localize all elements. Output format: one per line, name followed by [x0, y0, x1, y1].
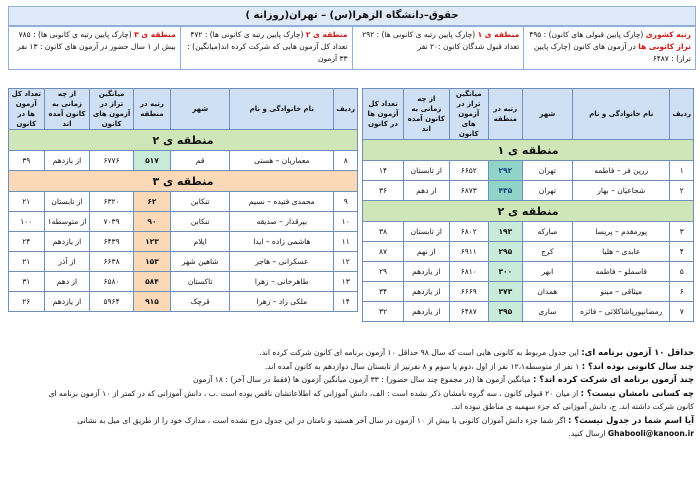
- cell-avg: ۶۸۰۲: [449, 222, 488, 242]
- cell-city: ایلام: [171, 232, 230, 252]
- cell-since: از دهم: [404, 181, 449, 201]
- note-5b-text: ارسال کنید.: [568, 429, 608, 438]
- cell-count: ۲۹: [363, 262, 404, 282]
- cell-count: ۳۲: [363, 302, 404, 322]
- note-5-q: آیا اسم شما در جدول نیست؟ :: [568, 414, 694, 425]
- cell-since: از یازدهم: [404, 282, 449, 302]
- cell-avg: ۶۶۶۹: [449, 282, 488, 302]
- region-header-row: [9, 171, 358, 192]
- national-rank-value: (چارک پایین قبولی های کانون) : ۴۹۵: [529, 30, 644, 39]
- region-label: منطقه ی ۲: [363, 201, 694, 222]
- cell-name: عسکرانی – هاجر: [230, 252, 334, 272]
- region-label: منطقه ی ۳: [9, 171, 358, 192]
- cell-rank: ۳۹۵: [488, 302, 522, 322]
- table-row: [9, 192, 358, 212]
- note-2-a: ۱ نفر از متوسطه۱۲،۱ نفر از اول ،دوم یا سوم و ۸ نفرنیز از تابستان سال دوازدهم به کانون آمده اند.: [264, 361, 582, 371]
- notes: [8, 346, 694, 441]
- cell-avg: ۶۸۷۳: [449, 181, 488, 201]
- region2-label: منطقه ی ۲: [305, 30, 348, 39]
- cell-city: کرج: [522, 242, 572, 262]
- cell-count: ۱۰۰: [9, 212, 45, 232]
- table-header-row: [9, 89, 358, 130]
- cell-row: ۱۰: [334, 212, 358, 232]
- cell-city: همدان: [522, 282, 572, 302]
- cell-rank: ۲۹۲: [488, 161, 522, 181]
- summary-info: [8, 26, 696, 70]
- cell-city: شاهین شهر: [171, 252, 230, 272]
- note-2: [8, 360, 694, 374]
- cell-rank: ۹۱۵: [133, 292, 170, 312]
- cell-row: ۱۱: [334, 232, 358, 252]
- cell-rank: ۱۹۳: [488, 222, 522, 242]
- cell-since: از تابستان: [44, 192, 90, 212]
- cell-avg: ۶۶۳۸: [90, 252, 133, 272]
- cell-avg: ۶۹۱۱: [449, 242, 488, 262]
- cell-name: پورمقدم – پریسا: [573, 222, 670, 242]
- cell-rank: ۵۸۴: [133, 272, 170, 292]
- cell-city: تنکابن: [171, 212, 230, 232]
- cell-row: ۶: [670, 282, 694, 302]
- note-3-a: میانگین آزمون ها (در مجموع چند سال حضور) : ۳۳ آزمون میانگین آزمون ها (فقط در سال آخر) : ۱۸ آزمون: [193, 375, 533, 384]
- col-since: از چه زمانی به کانون آمده اند: [404, 89, 449, 140]
- table-row: [9, 252, 358, 272]
- cell-count: ۲۱: [9, 252, 45, 272]
- note-3-q: چند آزمون برنامه ای شرکت کرده اند؟ :: [533, 374, 694, 384]
- col-avg: میانگین تراز در آزمون های کانون: [90, 89, 133, 130]
- cell-city: قم: [171, 151, 230, 171]
- cell-name: طاهرخانی – زهرا: [230, 272, 334, 292]
- cell-row: ۱۲: [334, 252, 358, 272]
- cell-name: شجاعیان – بهار: [573, 181, 670, 201]
- cell-count: ۳۶: [363, 181, 404, 201]
- col-since: از چه زمانی به کانون آمده اند: [44, 89, 90, 130]
- note-5: [8, 414, 694, 428]
- region2-value: (چارک پایین رتبه ی کانونی ها) : ۴۷۲: [190, 30, 304, 39]
- col-count: تعداد کل آزمون ها در کانون: [9, 89, 45, 130]
- note-3: [8, 373, 694, 387]
- cell-name: قاسملو – فاطمه: [573, 262, 670, 282]
- cell-name: زرین فر – فاطمه: [573, 161, 670, 181]
- cell-since: از تابستان: [404, 161, 449, 181]
- table-row: [9, 151, 358, 171]
- cell-row: ۵: [670, 262, 694, 282]
- col-row: ردیف: [334, 89, 358, 130]
- note-5b: [8, 427, 694, 441]
- cell-city: ابهر: [522, 262, 572, 282]
- cell-avg: ۶۵۸۰: [90, 272, 133, 292]
- national-rank-label: رتبه کشوری: [645, 30, 691, 39]
- cell-avg: ۵۹۶۴: [90, 292, 133, 312]
- cell-rank: ۴۳۵: [488, 181, 522, 201]
- table-row: [363, 302, 694, 322]
- cell-avg: ۶۴۳۹: [90, 232, 133, 252]
- cell-rank: ۶۲: [133, 192, 170, 212]
- cell-since: از نهم: [404, 242, 449, 262]
- note-1-a: این جدول مربوط به کانونی هایی است که سال ۹۸ حداقل ۱۰ آزمون برنامه ای کانون شرکت کرده اند.: [259, 348, 582, 357]
- region1-label: منطقه ی ۱: [477, 30, 520, 39]
- cell-count: ۲۴: [9, 232, 45, 252]
- table-row: [9, 292, 358, 312]
- cell-name: محمدی فتیده – نسیم: [230, 192, 334, 212]
- cell-city: تاکستان: [171, 272, 230, 292]
- cell-rank: ۹۰: [133, 212, 170, 232]
- cell-name: میثاقی – مینو: [573, 282, 670, 302]
- cell-name: بیرقدار – صدیقه: [230, 212, 334, 232]
- col-city: شهر: [171, 89, 230, 130]
- cell-rank: ۱۲۳: [133, 232, 170, 252]
- cell-city: تنکابن: [171, 192, 230, 212]
- cell-count: ۳۹: [9, 151, 45, 171]
- cell-count: ۱۴: [363, 161, 404, 181]
- kanoon-level-value: در آزمون های کانون (چارک پایین تراز) : ۶۴۸۷: [533, 42, 691, 63]
- cell-avg: ۶۳۲۰: [90, 192, 133, 212]
- right-table: [362, 88, 694, 322]
- cell-rank: ۳۰۰: [488, 262, 522, 282]
- table-row: [9, 232, 358, 252]
- cell-count: ۸۷: [363, 242, 404, 262]
- note-4: [8, 387, 694, 401]
- region2-sub: تعداد کل آزمون هایی که شرکت کرده اند(میانگین) : ۳۳ آزمون: [187, 42, 348, 63]
- cell-avg: ۶۴۸۷: [449, 302, 488, 322]
- note-4-a: از میان ۲۰ قبولی کانون ، سه گروه نامشان ذکر نشده است : الف، دانش آموزانی که اطلاعاتشان ناقص بوده است .ب ، دانش آموزانی که در کمتر از ۱۰ آزمون برنامه ای: [48, 388, 581, 398]
- cell-city: قرچک: [171, 292, 230, 312]
- cell-since: از یازدهم: [404, 302, 449, 322]
- cell-rank: ۳۷۳: [488, 282, 522, 302]
- table-header-row: [363, 89, 694, 140]
- cell-since: از یازدهم: [44, 232, 90, 252]
- cell-city: مبارکه: [522, 222, 572, 242]
- col-city: شهر: [522, 89, 572, 140]
- cell-count: ۳۱: [9, 272, 45, 292]
- col-rank: رتبه در منطقه: [488, 89, 522, 140]
- table-row: [363, 242, 694, 262]
- cell-city: تهران: [522, 161, 572, 181]
- table-row: [363, 262, 694, 282]
- cell-count: ۳۸: [363, 222, 404, 242]
- email-link[interactable]: Ghabooli@kanoon.ir: [607, 429, 694, 438]
- note-2-q: چند سال کانونی بوده اند؟ :: [581, 360, 694, 371]
- cell-row: ۷: [670, 302, 694, 322]
- col-count: تعداد کل آزمون ها در کانون: [363, 89, 404, 140]
- region-label: منطقه ی ۱: [363, 140, 694, 161]
- cell-name: ملکی زاد – زهرا: [230, 292, 334, 312]
- cell-row: ۳: [670, 222, 694, 242]
- table-row: [363, 161, 694, 181]
- table-row: [9, 212, 358, 232]
- table-row: [363, 222, 694, 242]
- cell-name: عابدی – هلیا: [573, 242, 670, 262]
- region3-sub: بیش از ۱ سال حضور در آزمون های کانون : ۱۳ نفر: [17, 42, 176, 51]
- cell-since: از یازدهم: [44, 292, 90, 312]
- cell-row: ۱۴: [334, 292, 358, 312]
- table-row: [363, 181, 694, 201]
- info-region1: [352, 27, 524, 69]
- cell-count: ۲۱: [9, 192, 45, 212]
- cell-name: هاشمی زاده – ایدا: [230, 232, 334, 252]
- note-1-q: حداقل ۱۰ آزمون برنامه ای:: [581, 347, 694, 357]
- cell-count: ۲۶: [9, 292, 45, 312]
- cell-since: از یازدهم: [404, 262, 449, 282]
- region-label: منطقه ی ۲: [9, 130, 358, 151]
- cell-avg: ۷۰۳۹: [90, 212, 133, 232]
- cell-city: ساری: [522, 302, 572, 322]
- cell-city: تهران: [522, 181, 572, 201]
- cell-rank: ۱۵۳: [133, 252, 170, 272]
- cell-count: ۳۴: [363, 282, 404, 302]
- region-header-row: [363, 201, 694, 222]
- cell-avg: ۶۶۵۲: [449, 161, 488, 181]
- cell-since: از آذر: [44, 252, 90, 272]
- cell-rank: ۲۹۵: [488, 242, 522, 262]
- cell-row: ۹: [334, 192, 358, 212]
- info-region3: [9, 27, 180, 69]
- col-name: نام خانوادگی و نام: [230, 89, 334, 130]
- region1-value: (چارک پایین رتبه ی کانونی ها) : ۲۹۲: [362, 30, 476, 39]
- cell-row: ۸: [334, 151, 358, 171]
- info-region2: [180, 27, 352, 69]
- cell-since: از تابستان: [404, 222, 449, 242]
- cell-row: ۱۳: [334, 272, 358, 292]
- col-row: ردیف: [670, 89, 694, 140]
- cell-name: رمضانپورپاشاکلائی – فائزه: [573, 302, 670, 322]
- region-header-row: [363, 140, 694, 161]
- cell-since: از متوسطه۱: [44, 212, 90, 232]
- cell-name: معماریان – هستی: [230, 151, 334, 171]
- kanoon-level-label: تراز کانونی ها: [638, 42, 691, 51]
- region-header-row: [9, 130, 358, 151]
- note-4b: کانون شرکت داشته اند. ج، دانش آموزانی که جزء سهمیه ی مناطق نبوده اند.: [451, 402, 694, 411]
- cell-avg: ۶۷۷۶: [90, 151, 133, 171]
- table-row: [9, 272, 358, 292]
- col-name: نام خانوادگی و نام: [573, 89, 670, 140]
- region3-value: (چارک پایین رتبه ی کانونی ها) : ۷۸۵: [18, 30, 132, 39]
- note-1: [8, 346, 694, 360]
- cell-since: از دهم: [44, 272, 90, 292]
- col-rank: رتبه در منطقه: [133, 89, 170, 130]
- region3-label: منطقه ی ۳: [134, 30, 176, 39]
- cell-avg: ۶۸۱۰: [449, 262, 488, 282]
- cell-row: ۴: [670, 242, 694, 262]
- info-national: [523, 27, 695, 69]
- table-row: [363, 282, 694, 302]
- cell-since: از یازدهم: [44, 151, 90, 171]
- left-table: [8, 88, 358, 312]
- region1-sub: تعداد قبول شدگان کانون :۲۰ نفر: [417, 42, 520, 51]
- cell-rank: ۵۱۷: [133, 151, 170, 171]
- cell-row: ۱: [670, 161, 694, 181]
- col-avg: میانگین تراز در آزمون های کانون: [449, 89, 488, 140]
- note-4-q: چه کسانی نامشان نیست؟ :: [580, 387, 694, 398]
- page-title: حقوق–دانشگاه الزهرا(س) – تهران(روزانه ): [8, 6, 696, 26]
- note-5-a: اگر شما جزء دانش آموزان کانونی با بیش از ۱۰ آزمون در سال آخر هستید و نامتان در این جدول درج نشده است ، مدارک خود را از طریق ای میل به نشانی: [77, 415, 569, 425]
- cell-row: ۲: [670, 181, 694, 201]
